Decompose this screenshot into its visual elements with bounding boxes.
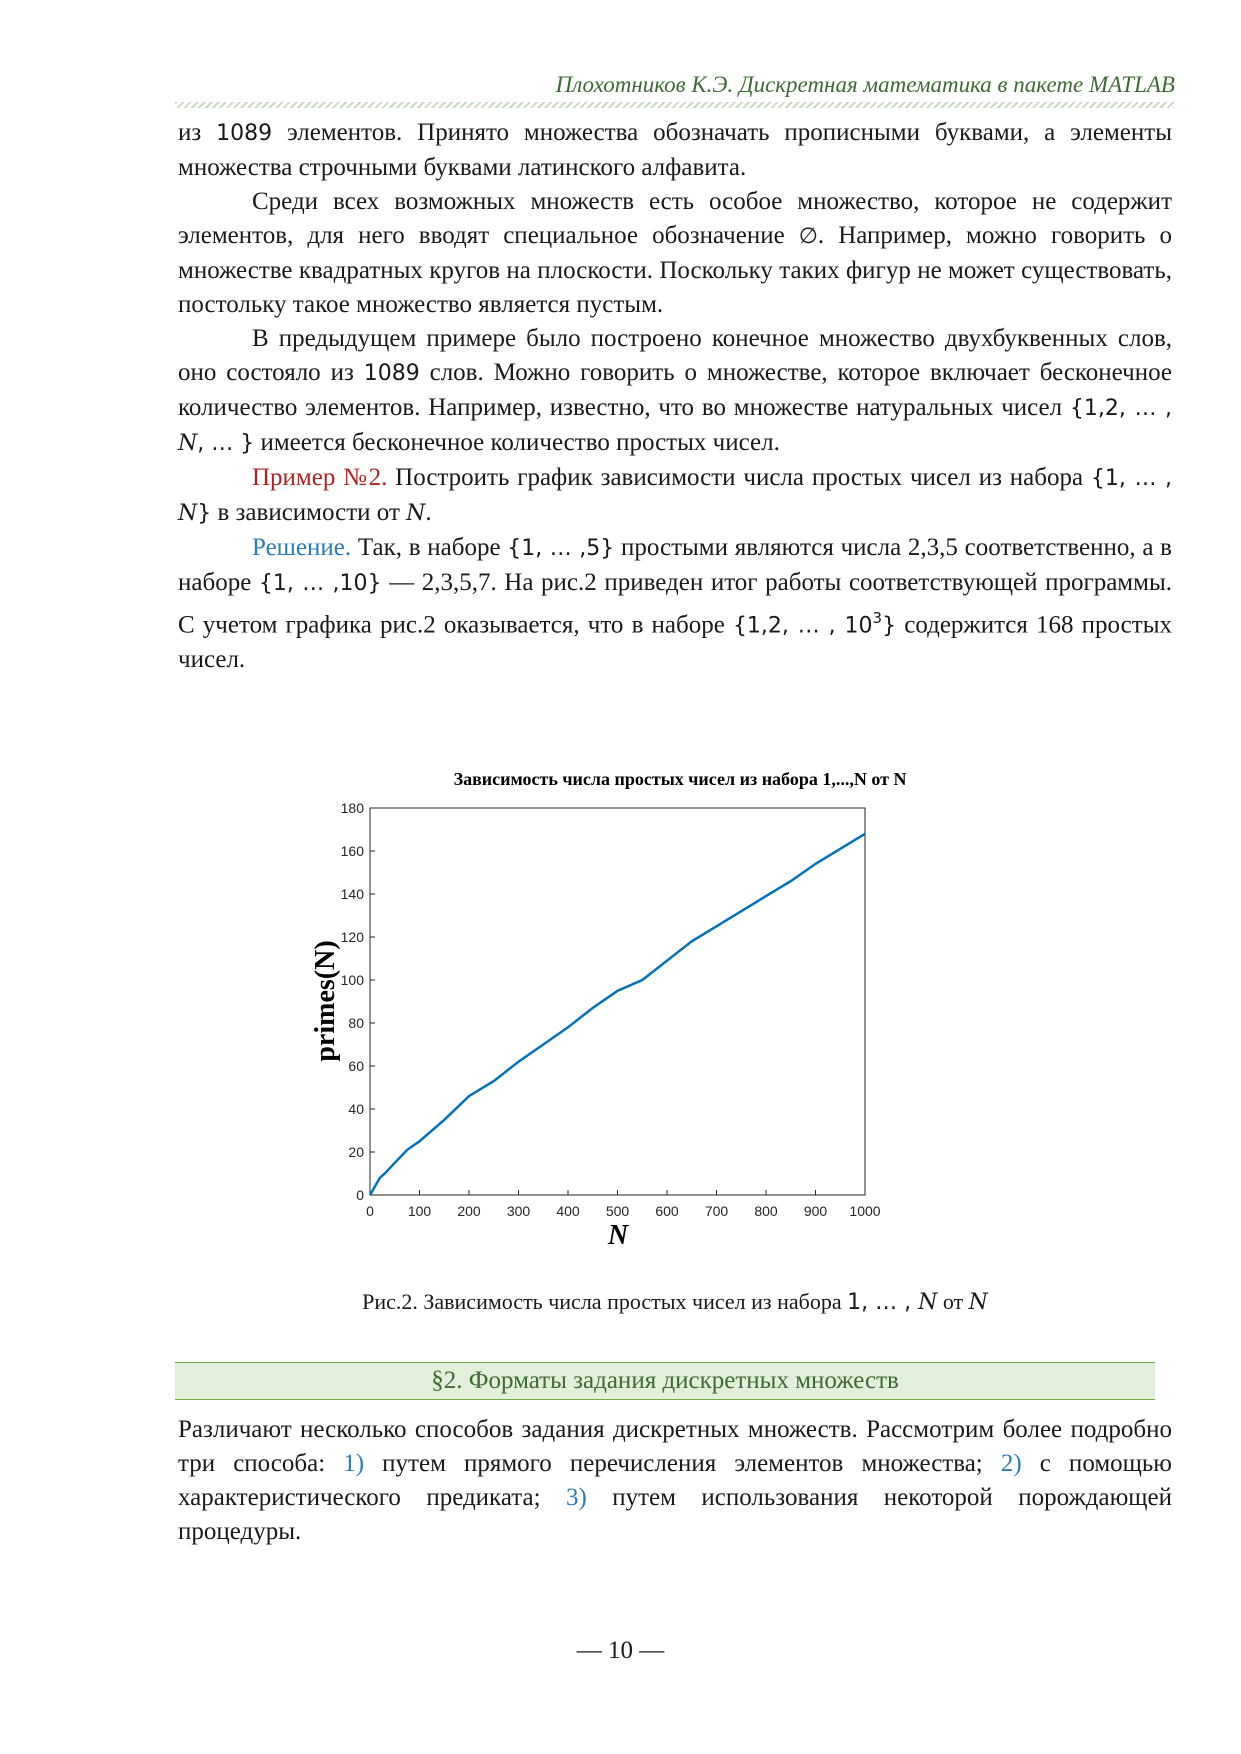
x-tick-label: 600 xyxy=(655,1203,679,1219)
x-tick-label: 100 xyxy=(407,1203,432,1219)
header-divider xyxy=(175,102,1175,108)
x-axis-label: N xyxy=(607,1220,629,1251)
page-number: — 10 — xyxy=(576,1637,665,1664)
x-tick-label: 200 xyxy=(457,1203,481,1219)
x-tick-label: 500 xyxy=(605,1203,630,1219)
y-tick-label: 180 xyxy=(340,800,364,816)
y-tick-label: 40 xyxy=(348,1101,364,1117)
running-header: Плохотников К.Э. Дискретная математика в пакете MATLAB xyxy=(555,72,1175,97)
y-tick-label: 160 xyxy=(340,843,364,859)
section-text xyxy=(178,1413,1172,1549)
x-tick-label: 400 xyxy=(556,1203,580,1219)
chart-svg xyxy=(310,758,998,1288)
paragraph-example: Пример №2. Построить график зависимости числа простых чисел из набора {1, … , N} в зависимости от N. xyxy=(178,464,1172,526)
paragraph-2: Среди всех возможных множеств есть особое множество, которое не содержит элементов, для него вводят специальное обозначение ∅. Например, можно говорить о множестве квадратных кругов на плоскости. Поскольку таких фигур не может существовать, постольку такое множество является пустым. xyxy=(178,188,1172,318)
x-tick-label: 1000 xyxy=(849,1203,881,1219)
paragraph-solution: Решение. Так, в наборе {1, … ,5} простыми являются числа 2,3,5 соответственно, а в наборе {1, … ,10} — 2,3,5,7. На рис.2 приведен итог работы соответствующей программы. С учетом графика рис.2 оказывается, что в наборе {1,2, … , $10^3$} содержится 168 простых чисел. xyxy=(178,534,1172,674)
y-tick-label: 80 xyxy=(348,1015,364,1031)
y-tick-label: 20 xyxy=(348,1144,364,1160)
chart-title: Зависимость числа простых чисел из набора 1,...,N от N xyxy=(453,769,907,789)
solution-label: Решение. xyxy=(252,534,352,561)
figure-primes-chart xyxy=(310,758,998,1288)
y-tick-label: 100 xyxy=(340,972,364,988)
y-tick-label: 120 xyxy=(340,929,364,945)
paragraph-6: Различают несколько способов задания дискретных множеств. Рассмотрим более подробно три способа: 1) путем прямого перечисления элементов множества; 2) с помощью характеристического предиката; 3) путем использования некоторой порождающей процедуры. xyxy=(178,1416,1172,1545)
y-axis-label: primes(N) xyxy=(310,940,341,1062)
x-tick-label: 700 xyxy=(704,1203,729,1219)
x-tick-label: 0 xyxy=(366,1203,374,1219)
x-tick-label: 300 xyxy=(506,1203,531,1219)
y-tick-label: 140 xyxy=(340,886,364,902)
section-heading: §2. Форматы задания дискретных множеств xyxy=(175,1362,1155,1400)
x-tick-label: 900 xyxy=(803,1203,828,1219)
example-label: Пример №2. xyxy=(252,464,388,491)
paragraph-1: из 1089 элементов. Принято множества обозначать прописными буквами, а элементы множества строчными буквами латинского алфавита. xyxy=(178,119,1172,181)
plot-area xyxy=(370,808,865,1195)
x-tick-label: 800 xyxy=(754,1203,778,1219)
y-tick-label: 0 xyxy=(356,1187,364,1203)
main-text xyxy=(178,116,1172,677)
paragraph-3: В предыдущем примере было построено конечное множество двухбуквенных слов, оно состояло из 1089 слов. Можно говорить о множестве, которое включает бесконечное количество элементов. Например, известно, что во множестве натуральных чисел {1,2, … , N, … } имеется бесконечное количество простых чисел. xyxy=(178,325,1173,456)
y-tick-label: 60 xyxy=(348,1058,364,1074)
figure-caption: Рис.2. Зависимость числа простых чисел из набора 1, … , N от N xyxy=(362,1289,988,1315)
